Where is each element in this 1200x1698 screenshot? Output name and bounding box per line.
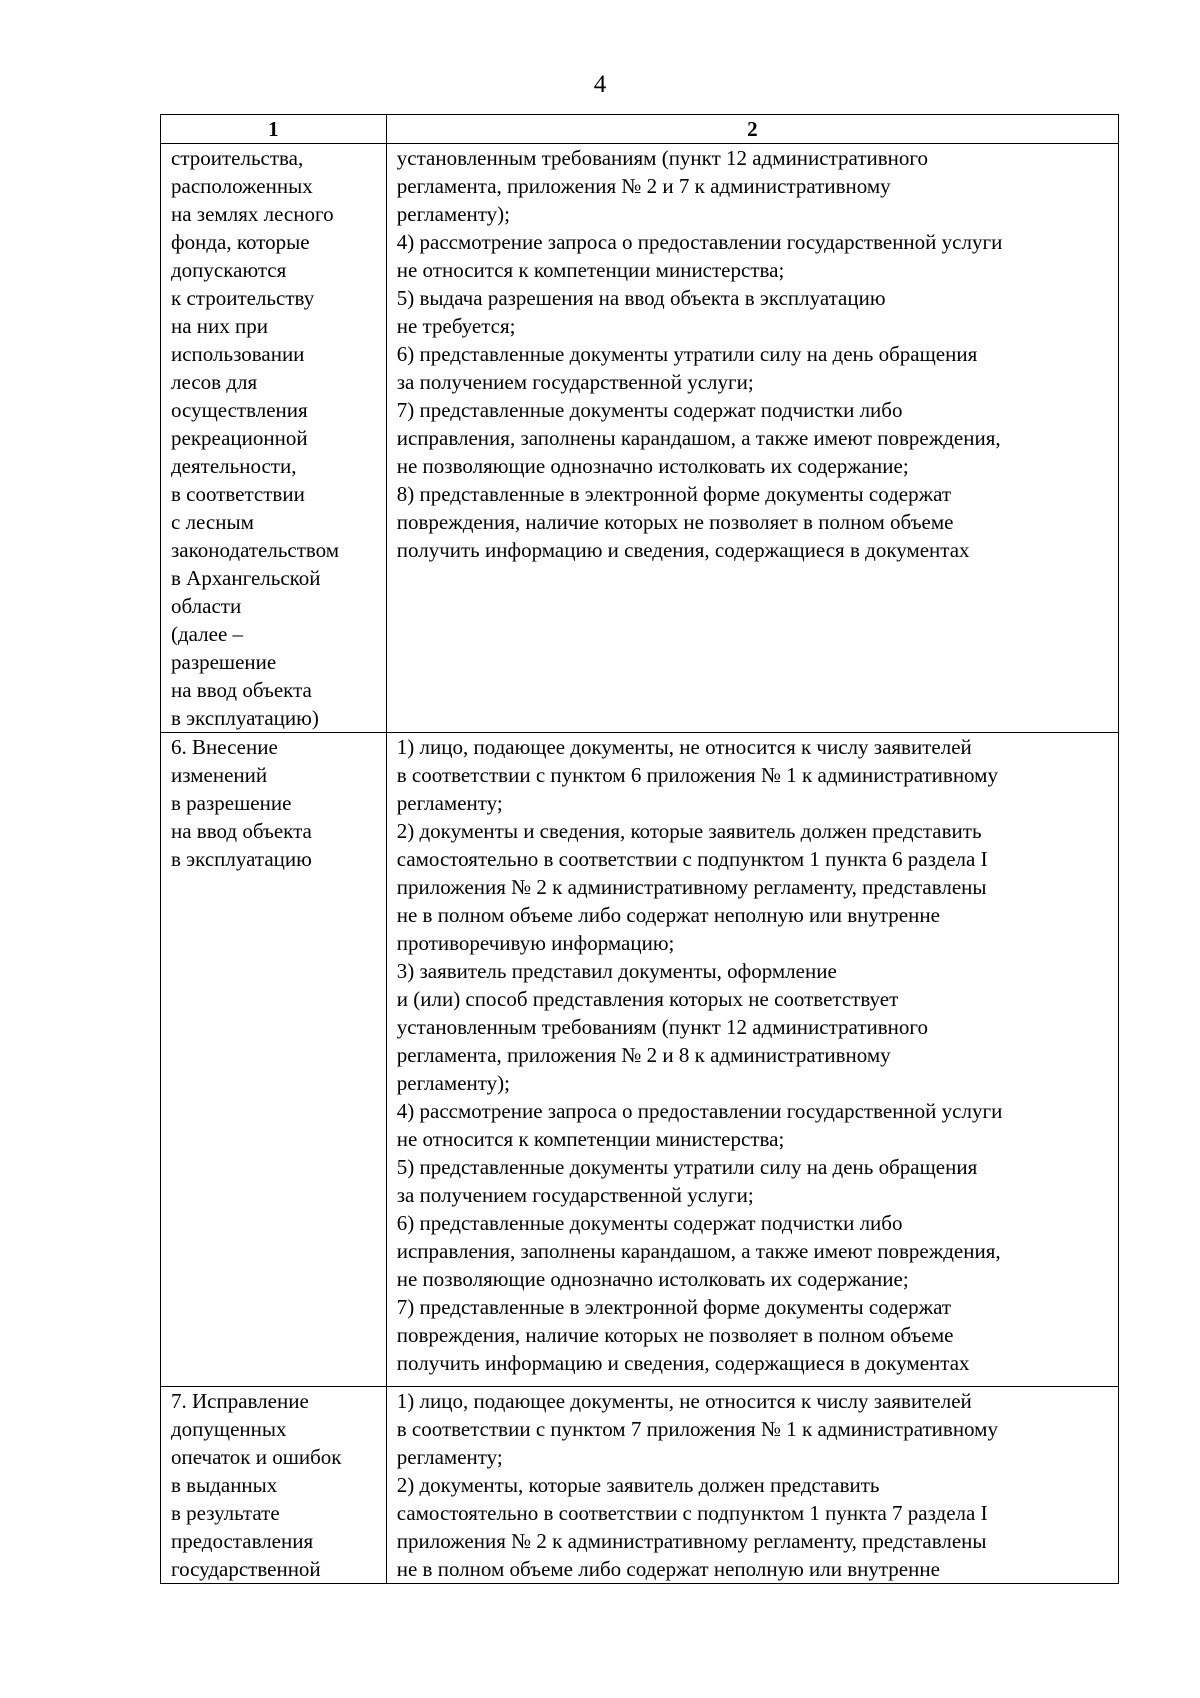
text-line: 3) заявитель представил документы, оформление xyxy=(396,959,837,983)
service-name-cell xyxy=(161,144,387,733)
service-name-cell xyxy=(161,1387,387,1584)
text-line: установленным требованиям (пункт 12 административного xyxy=(396,1015,928,1039)
text-line: получить информацию и сведения, содержащиеся в документах xyxy=(396,1351,970,1375)
text-line: 5) выдача разрешения на ввод объекта в эксплуатацию xyxy=(396,286,886,310)
service-name-cell xyxy=(161,733,387,1387)
text-line: на землях лесного xyxy=(171,202,334,226)
text-line: опечаток и ошибок xyxy=(171,1445,342,1469)
text-line: не позволяющие однозначно истолковать их содержание; xyxy=(396,454,909,478)
text-line: 6. Внесение xyxy=(171,735,278,759)
text-line: повреждения, наличие которых не позволяет в полном объеме xyxy=(396,510,954,534)
text-line: на ввод объекта xyxy=(171,678,312,702)
text-line: допущенных xyxy=(171,1417,287,1441)
table-row xyxy=(161,733,1119,1387)
text-line: получить информацию и сведения, содержащиеся в документах xyxy=(396,538,970,562)
text-line: регламенту; xyxy=(396,791,503,815)
text-line: 7) представленные в электронной форме документы содержат xyxy=(396,1295,952,1319)
text-line: в эксплуатацию) xyxy=(171,706,319,730)
text-line: исправления, заполнены карандашом, а также имеют повреждения, xyxy=(396,426,1001,450)
text-line: с лесным xyxy=(171,510,254,534)
text-line: приложения № 2 к административному регламенту, представлены xyxy=(396,875,987,899)
text-line: не в полном объеме либо содержат неполную или внутренне xyxy=(396,903,940,927)
text-line: 1) лицо, подающее документы, не относится к числу заявителей xyxy=(396,735,972,759)
text-line: области xyxy=(171,594,242,618)
text-line: расположенных xyxy=(171,174,313,198)
text-line: рекреационной xyxy=(171,426,308,450)
text-line: регламенту); xyxy=(396,1071,510,1095)
text-line: и (или) способ представления которых не соответствует xyxy=(396,987,899,1011)
text-line: (далее – xyxy=(171,622,244,646)
grounds-cell xyxy=(386,733,1118,1387)
text-line: в выданных xyxy=(171,1473,278,1497)
text-line: не относится к компетенции министерства; xyxy=(396,1127,785,1151)
text-line: деятельности, xyxy=(171,454,297,478)
text-line: в соответствии с пунктом 6 приложения № 1 к административному xyxy=(396,763,998,787)
text-line: 4) рассмотрение запроса о предоставлении государственной услуги xyxy=(396,1099,1003,1123)
text-line: изменений xyxy=(171,763,268,787)
text-line: 8) представленные в электронной форме документы содержат xyxy=(396,482,952,506)
column-header-2: 2 xyxy=(386,115,1118,144)
text-line: 6) представленные документы утратили силу на день обращения xyxy=(396,342,978,366)
text-line: 5) представленные документы утратили силу на день обращения xyxy=(396,1155,978,1179)
text-line: 2) документы и сведения, которые заявитель должен представить xyxy=(396,819,982,843)
text-line: лесов для xyxy=(171,370,258,394)
text-line: в разрешение xyxy=(171,791,292,815)
text-line: фонда, которые xyxy=(171,230,310,254)
grounds-table xyxy=(160,114,1119,1584)
text-line: самостоятельно в соответствии с подпунктом 1 пункта 6 раздела I xyxy=(396,847,988,871)
text-line: в Архангельской xyxy=(171,566,321,590)
text-line: приложения № 2 к административному регламенту, представлены xyxy=(396,1529,987,1553)
text-line: предоставления xyxy=(171,1529,314,1553)
text-line: 4) рассмотрение запроса о предоставлении государственной услуги xyxy=(396,230,1003,254)
text-line: самостоятельно в соответствии с подпунктом 1 пункта 7 раздела I xyxy=(396,1501,988,1525)
text-line: за получением государственной услуги; xyxy=(396,370,754,394)
table-row xyxy=(161,144,1119,733)
table-row xyxy=(161,1387,1119,1584)
text-line: противоречивую информацию; xyxy=(396,931,675,955)
grounds-cell xyxy=(386,1387,1118,1584)
text-line: разрешение xyxy=(171,650,277,674)
text-line: законодательством xyxy=(171,538,340,562)
text-line: в соответствии с пунктом 7 приложения № 1 к административному xyxy=(396,1417,998,1441)
text-line: регламенту; xyxy=(396,1445,503,1469)
text-line: к строительству xyxy=(171,286,315,310)
text-line: не требуется; xyxy=(396,314,516,338)
text-line: установленным требованиям (пункт 12 административного xyxy=(396,146,928,170)
text-line: строительства, xyxy=(171,146,304,170)
text-line: использовании xyxy=(171,342,305,366)
text-line: 7) представленные документы содержат подчистки либо xyxy=(396,398,903,422)
text-line: за получением государственной услуги; xyxy=(396,1183,754,1207)
text-line: регламенту); xyxy=(396,202,510,226)
text-line: регламента, приложения № 2 и 8 к административному xyxy=(396,1043,891,1067)
text-line: не позволяющие однозначно истолковать их содержание; xyxy=(396,1267,909,1291)
page-number: 4 xyxy=(593,71,607,98)
text-line: осуществления xyxy=(171,398,308,422)
text-line: повреждения, наличие которых не позволяет в полном объеме xyxy=(396,1323,954,1347)
text-line: не в полном объеме либо содержат неполную или внутренне xyxy=(396,1557,940,1581)
text-line: 7. Исправление xyxy=(171,1389,309,1413)
table-header-row xyxy=(161,115,1119,144)
text-line: государственной xyxy=(171,1557,321,1581)
text-line: на ввод объекта xyxy=(171,819,312,843)
column-header-1: 1 xyxy=(161,115,387,144)
text-line: 1) лицо, подающее документы, не относится к числу заявителей xyxy=(396,1389,972,1413)
text-line: 6) представленные документы содержат подчистки либо xyxy=(396,1211,903,1235)
text-line: в соответствии xyxy=(171,482,305,506)
text-line: на них при xyxy=(171,314,269,338)
text-line: 2) документы, которые заявитель должен представить xyxy=(396,1473,880,1497)
text-line: в эксплуатацию xyxy=(171,847,312,871)
grounds-cell xyxy=(386,144,1118,733)
text-line: в результате xyxy=(171,1501,280,1525)
text-line: допускаются xyxy=(171,258,287,282)
text-line: исправления, заполнены карандашом, а также имеют повреждения, xyxy=(396,1239,1001,1263)
text-line: регламента, приложения № 2 и 7 к административному xyxy=(396,174,891,198)
text-line: не относится к компетенции министерства; xyxy=(396,258,785,282)
